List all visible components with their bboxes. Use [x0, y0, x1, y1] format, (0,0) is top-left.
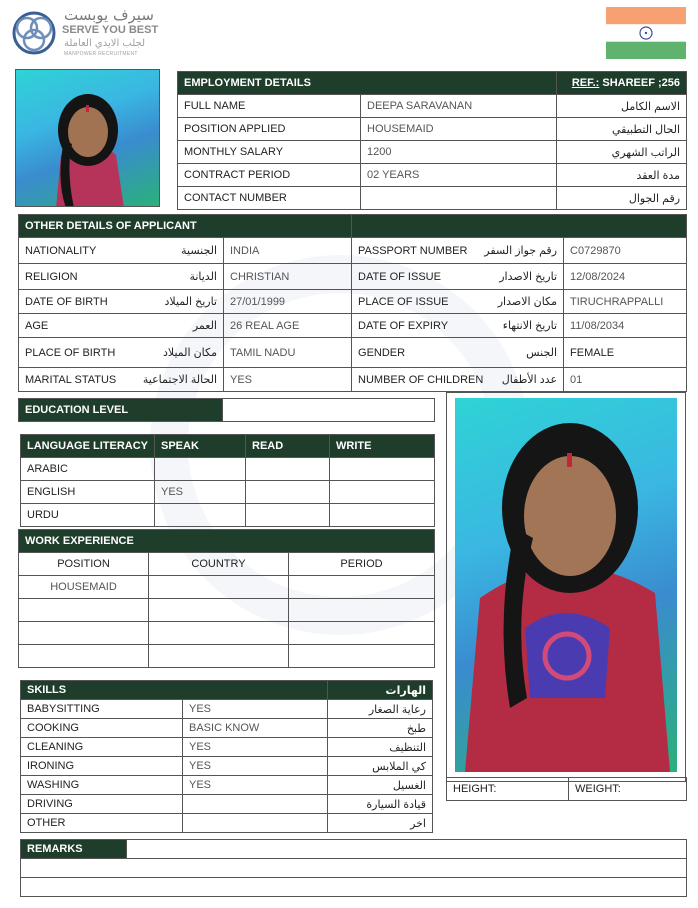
education-label: EDUCATION LEVEL [19, 399, 223, 422]
read-value [246, 458, 330, 481]
work-country [149, 645, 289, 668]
country-column: COUNTRY [149, 553, 289, 576]
read-header: READ [246, 435, 330, 458]
remarks-line [21, 859, 687, 878]
write-header: WRITE [330, 435, 435, 458]
employment-row [178, 95, 687, 118]
other-value: 12/08/2024 [564, 264, 687, 290]
other-label: GENDER [358, 346, 406, 359]
work-position [19, 622, 149, 645]
other-value: CHRISTIAN [224, 264, 352, 290]
speak-value: YES [155, 481, 246, 504]
other-label-cell [19, 264, 224, 290]
other-label-ar: تاريخ الميلاد [164, 296, 217, 308]
other-value: 26 REAL AGE [224, 314, 352, 338]
skill-name: OTHER [21, 814, 183, 833]
skill-value [183, 814, 328, 833]
work-position: HOUSEMAID [19, 576, 149, 599]
employment-label: CONTACT NUMBER [178, 187, 361, 210]
skill-row [21, 814, 433, 833]
employment-value: 02 YEARS [361, 164, 557, 187]
skill-name-ar: طبخ [328, 719, 433, 738]
skill-value: YES [183, 700, 328, 719]
other-details-row [19, 314, 687, 338]
speak-value [155, 458, 246, 481]
speak-value [155, 504, 246, 527]
skill-value [183, 795, 328, 814]
language-name: ENGLISH [21, 481, 155, 504]
skills-table [20, 680, 433, 833]
period-column: PERIOD [289, 553, 435, 576]
ref-value: SHAREEF ;256 [602, 77, 681, 89]
employment-value: 1200 [361, 141, 557, 164]
work-period [289, 645, 435, 668]
work-period [289, 599, 435, 622]
other-value: TIRUCHRAPPALLI [564, 290, 687, 314]
height-label: HEIGHT: [447, 778, 569, 801]
other-label: PASSPORT NUMBER [358, 244, 468, 257]
work-experience-table [18, 529, 435, 668]
other-label: NUMBER OF CHILDREN [358, 373, 484, 386]
work-period [289, 622, 435, 645]
skill-name-ar: التنظيف [328, 738, 433, 757]
other-value: 01 [564, 368, 687, 392]
other-label-ar: الجنسية [181, 245, 217, 257]
language-name: URDU [21, 504, 155, 527]
india-flag-icon [606, 7, 686, 59]
skill-name-ar: كي الملابس [328, 757, 433, 776]
other-label: AGE [25, 319, 49, 332]
other-value: 27/01/1999 [224, 290, 352, 314]
employment-row [178, 141, 687, 164]
work-row [19, 599, 435, 622]
other-value: FEMALE [564, 338, 687, 368]
employment-row [178, 118, 687, 141]
other-label-ar: تاريخ الاصدار [499, 271, 558, 283]
other-label-ar: تاريخ الانتهاء [502, 320, 558, 332]
other-label-cell [352, 238, 564, 264]
employment-label-ar: الاسم الكامل [557, 95, 687, 118]
write-value [330, 504, 435, 527]
other-label-ar: الحالة الاجتماعية [142, 374, 217, 386]
skill-value: YES [183, 776, 328, 795]
employment-label-ar: رقم الجوال [557, 187, 687, 210]
other-label: DATE OF ISSUE [358, 270, 441, 283]
other-label: PLACE OF BIRTH [25, 346, 116, 359]
skill-row [21, 719, 433, 738]
read-value [246, 504, 330, 527]
other-label-cell [19, 368, 224, 392]
skill-name-ar: قيادة السيارة [328, 795, 433, 814]
other-details-row [19, 290, 687, 314]
other-label-cell [352, 368, 564, 392]
other-value: YES [224, 368, 352, 392]
employment-label-ar: الحال التطبيقي [557, 118, 687, 141]
other-label-cell [19, 290, 224, 314]
weight-label: WEIGHT: [569, 778, 687, 801]
other-details-row [19, 368, 687, 392]
other-label-ar: مكان الاصدار [497, 296, 558, 308]
remarks-label: REMARKS [21, 840, 127, 859]
skill-row [21, 757, 433, 776]
other-label-cell [19, 314, 224, 338]
remarks-value [127, 840, 687, 859]
ref-label: REF.: [571, 77, 600, 89]
employment-label-ar: الراتب الشهري [557, 141, 687, 164]
skill-name: CLEANING [21, 738, 183, 757]
employment-row [178, 187, 687, 210]
other-label-ar: الديانة [189, 271, 217, 283]
applicant-photo-small [15, 69, 160, 207]
language-row [21, 481, 435, 504]
other-label-cell [352, 338, 564, 368]
height-weight-table [446, 777, 687, 801]
employment-value: DEEPA SARAVANAN [361, 95, 557, 118]
other-label: DATE OF EXPIRY [358, 319, 449, 332]
skill-name: DRIVING [21, 795, 183, 814]
skill-row [21, 738, 433, 757]
work-country [149, 599, 289, 622]
work-period [289, 576, 435, 599]
employment-details-header: EMPLOYMENT DETAILS [178, 72, 557, 95]
work-position [19, 599, 149, 622]
applicant-photo-large [455, 398, 677, 772]
education-table [18, 398, 435, 422]
skill-name: WASHING [21, 776, 183, 795]
employment-label: MONTHLY SALARY [178, 141, 361, 164]
skills-header: SKILLS [21, 681, 328, 700]
other-details-row [19, 264, 687, 290]
company-tagline-ar: لجلب الايدي العاملة [64, 38, 146, 49]
language-table [20, 434, 435, 527]
other-value: INDIA [224, 238, 352, 264]
other-label-cell [19, 338, 224, 368]
ref-cell [557, 72, 687, 95]
company-tagline-en: MANPOWER RECRUITMENT [64, 51, 138, 57]
work-position [19, 645, 149, 668]
employment-row [178, 164, 687, 187]
company-name-ar: سيرف يوبست [64, 6, 154, 24]
other-label-cell [352, 264, 564, 290]
company-logo-icon [10, 8, 58, 58]
skill-value: YES [183, 738, 328, 757]
other-details-row [19, 338, 687, 368]
other-details-header: OTHER DETAILS OF APPLICANT [19, 215, 352, 238]
other-label: PLACE OF ISSUE [358, 295, 449, 308]
employment-label: POSITION APPLIED [178, 118, 361, 141]
skill-name-ar: الغسيل [328, 776, 433, 795]
other-label-ar: مكان الميلاد [162, 347, 217, 359]
other-label-ar: الجنس [526, 347, 558, 359]
skill-value: YES [183, 757, 328, 776]
employment-value: HOUSEMAID [361, 118, 557, 141]
employment-value [361, 187, 557, 210]
work-experience-header: WORK EXPERIENCE [19, 530, 435, 553]
skill-row [21, 776, 433, 795]
read-value [246, 481, 330, 504]
language-name: ARABIC [21, 458, 155, 481]
employment-label: FULL NAME [178, 95, 361, 118]
remarks-table [20, 839, 687, 897]
other-value: 11/08/2034 [564, 314, 687, 338]
speak-header: SPEAK [155, 435, 246, 458]
other-label-cell [352, 290, 564, 314]
employment-label: CONTRACT PERIOD [178, 164, 361, 187]
other-details-table [18, 214, 687, 392]
language-header: LANGUAGE LITERACY [21, 435, 155, 458]
remarks-line [21, 878, 687, 897]
employment-label-ar: مدة العقد [557, 164, 687, 187]
other-label-cell [19, 238, 224, 264]
position-column: POSITION [19, 553, 149, 576]
other-label-ar: رقم جواز السفر [484, 245, 558, 257]
skill-row [21, 795, 433, 814]
write-value [330, 481, 435, 504]
work-country [149, 576, 289, 599]
other-label: MARITAL STATUS [25, 373, 117, 386]
employment-details-table [177, 71, 687, 210]
other-label-ar: عدد الأطفال [501, 374, 558, 386]
skill-name-ar: رعاية الصغار [328, 700, 433, 719]
education-value [223, 399, 435, 422]
work-country [149, 622, 289, 645]
other-details-row [19, 238, 687, 264]
language-row [21, 458, 435, 481]
skills-header-ar: الهارات [328, 681, 433, 700]
other-value: C0729870 [564, 238, 687, 264]
skill-value: BASIC KNOW [183, 719, 328, 738]
work-row [19, 645, 435, 668]
other-value: TAMIL NADU [224, 338, 352, 368]
work-row [19, 622, 435, 645]
other-details-header-blank [352, 215, 687, 238]
other-label-ar: العمر [192, 320, 217, 332]
other-label: NATIONALITY [25, 244, 97, 257]
other-label: RELIGION [25, 270, 78, 283]
work-row [19, 576, 435, 599]
other-label: DATE OF BIRTH [25, 295, 108, 308]
skill-name: COOKING [21, 719, 183, 738]
skill-name: IRONING [21, 757, 183, 776]
skill-name: BABYSITTING [21, 700, 183, 719]
company-name-en: SERVE YOU BEST [62, 24, 159, 36]
skill-row [21, 700, 433, 719]
skill-name-ar: اخر [328, 814, 433, 833]
language-row [21, 504, 435, 527]
write-value [330, 458, 435, 481]
other-label-cell [352, 314, 564, 338]
